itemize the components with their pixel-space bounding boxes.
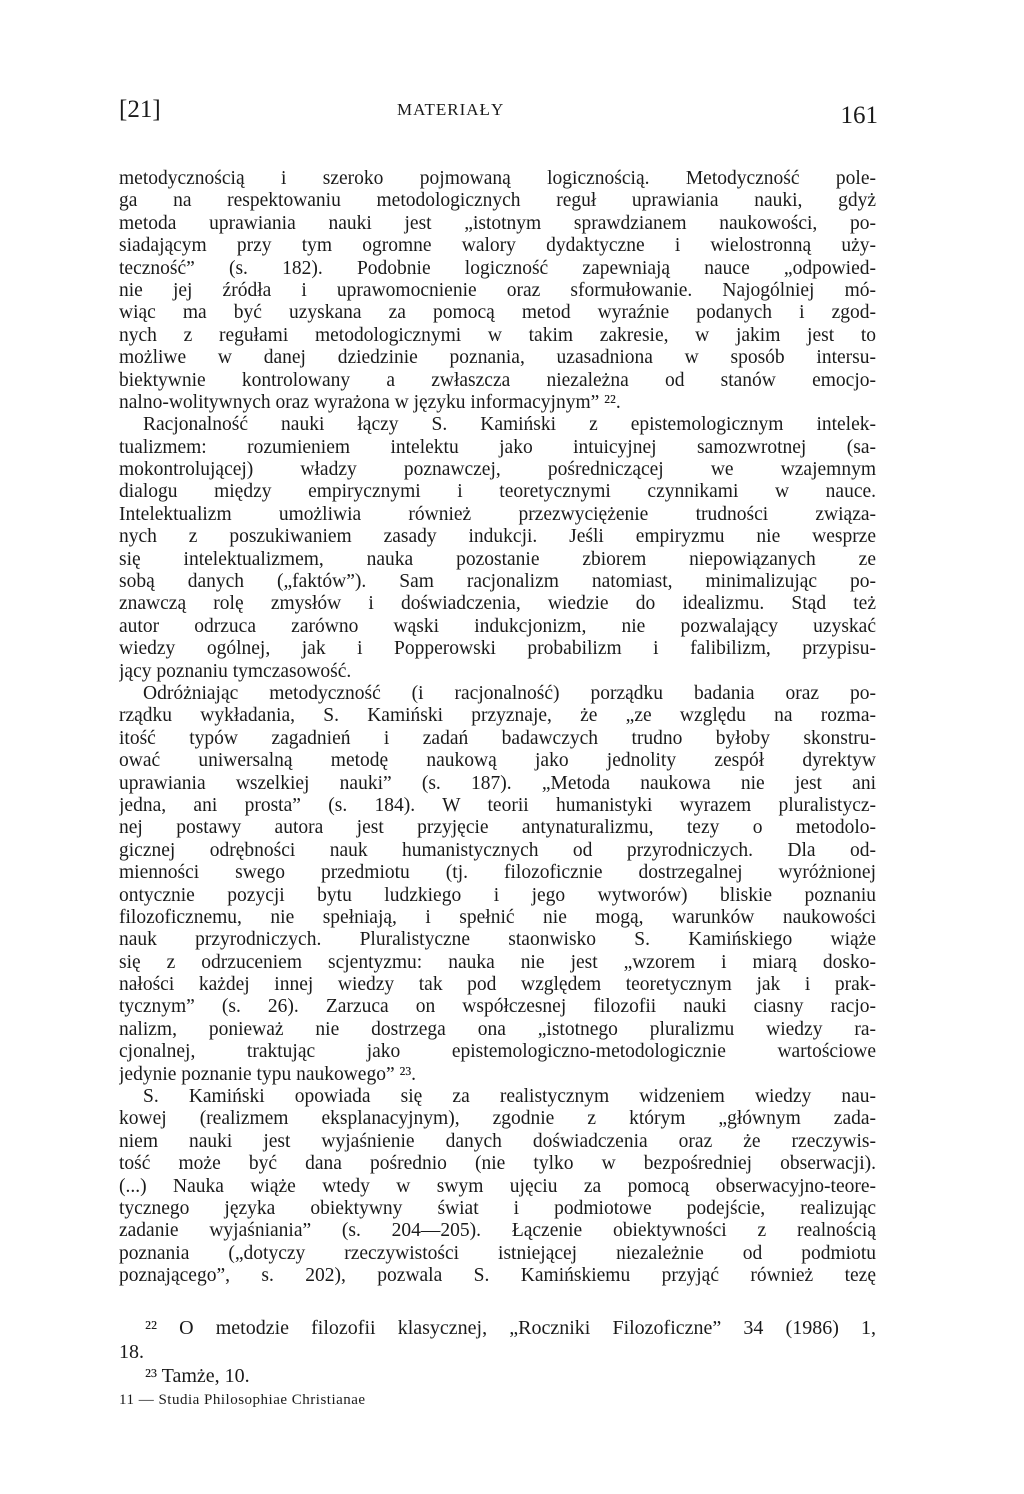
text-line: kowej (realizmem eksplanacyjnym), zgodnie z którym „głównym zada- xyxy=(119,1108,876,1130)
text-line: poznającego”, s. 202), pozwala S. Kamińskiemu przyjąć również tezę xyxy=(119,1265,876,1287)
text-line: teczność” (s. 182). Podobnie logiczność zapewniają nauce „odpowied- xyxy=(119,257,876,279)
text-line: rządku wykładania, S. Kamiński przyznaje, że „ze względu na rozma- xyxy=(119,705,876,727)
text-line: się z odrzuceniem scjentyzmu: nauka nie jest „wzorem i miarą dosko- xyxy=(119,951,876,973)
text-line: ować uniwersalną metodę naukową jako jednolity zespół dyrektyw xyxy=(119,750,876,772)
running-title: MATERIAŁY xyxy=(397,100,505,119)
text-line: metodycznością i szeroko pojmowaną logicznością. Metodyczność pole- xyxy=(119,168,876,189)
text-line: się intelektualizmem, nauka pozostanie zbiorem niepowiązanych ze xyxy=(119,548,876,570)
text-line: siadającym przy tym ogromne walory dydaktyczne i wielostronną uży- xyxy=(119,235,876,257)
text-line: itość typów zagadnień i zadań badawczych trudno byłoby skonstru- xyxy=(119,727,876,749)
text-line: nych z regułami metodologicznymi w takim zakresie, w jakim jest to xyxy=(119,324,876,346)
text-line: ga na respektowaniu metodologicznych reguł uprawiania nauki, gdyż xyxy=(119,190,876,212)
body-text xyxy=(119,168,876,1288)
footnotes xyxy=(119,1316,876,1388)
text-line: sobą danych („faktów”). Sam racjonalizm natomiast, minimalizując po- xyxy=(119,571,876,593)
text-line: znawczą rolę zmysłów i doświadczenia, wiedzie do idealizmu. Stąd też xyxy=(119,593,876,615)
text-line: S. Kamiński opowiada się za realistycznym widzeniem wiedzy nau- xyxy=(143,1086,876,1108)
footnote-23: ²³ Tamże, 10. xyxy=(145,1365,250,1387)
text-line: Odróżniając metodyczność (i racjonalność) porządku badania oraz po- xyxy=(143,682,876,704)
text-line: ontycznie pozycji bytu ludzkiego i jego wytworów) bliskie poznaniu xyxy=(119,884,876,906)
text-line: jedynie poznanie typu naukowego” ²³. xyxy=(119,1063,417,1085)
text-line: tość może być dana pośrednio (nie tylko w bezpośredniej obserwacji). xyxy=(119,1153,876,1175)
text-line: nych z poszukiwaniem zasady indukcji. Jeśli empiryzmu nie wesprze xyxy=(119,526,876,548)
text-line: uprawiania wszelkiej nauki” (s. 187). „Metoda naukowa nie jest ani xyxy=(119,772,876,794)
text-line: autor odrzuca zarówno wąski indukcjonizm, nie pozwalający uzyskać xyxy=(119,615,876,637)
text-line: Intelektualizm umożliwia również przezwyciężenie trudności związa- xyxy=(119,503,876,525)
text-line: wiedzy ogólnej, jak i Popperowski probabilizm i falibilizm, przypisu- xyxy=(119,638,876,660)
text-line: dialogu między empirycznymi i teoretycznymi czynnikami w nauce. xyxy=(119,481,876,503)
text-line: nie jej źródła i uprawomocnienie oraz sformułowanie. Najogólniej mó- xyxy=(119,279,876,301)
text-line: gicznej odrębności nauk humanistycznych od przyrodniczych. Dla od- xyxy=(119,839,876,861)
text-line: zadanie wyjaśniania” (s. 204—205). Łączenie obiektywności z realnością xyxy=(119,1220,876,1242)
printer-signature: 11 — Studia Philosophiae Christianae xyxy=(119,1392,366,1408)
text-line: mokontrolującej) władzy poznawczej, pośredniczącej we wzajemnym xyxy=(119,459,876,481)
text-line: niem nauki jest wyjaśnienie danych doświadczenia oraz że rzeczywis- xyxy=(119,1130,876,1152)
text-line: Racjonalność nauki łączy S. Kamiński z epistemologicznym intelek- xyxy=(143,414,876,436)
running-header xyxy=(119,96,878,136)
text-line: biektywnie kontrolowany a zwłaszcza niezależna od stanów emocjo- xyxy=(119,369,876,391)
text-line: tycznego języka obiektywny świat i podmiotowe podejście, realizując xyxy=(119,1197,876,1219)
text-line: poznania („dotyczy rzeczywistości istniejącej niezależnie od podmiotu xyxy=(119,1242,876,1264)
text-line: nałości każdej innej wiedzy tak pod względem teoretycznym jak i prak- xyxy=(119,974,876,996)
text-line: wiąc ma być uzyskana za pomocą metod wyraźnie podanych i zgod- xyxy=(119,302,876,324)
text-line: tualizmem: rozumieniem intelektu jako intuicyjnej samozwrotnej (sa- xyxy=(119,436,876,458)
text-line: cjonalnej, traktując jako epistemologiczno-metodologicznie wartościowe xyxy=(119,1041,876,1063)
footnote-22-continued: 18. xyxy=(119,1341,144,1363)
footnote-22: ²² O metodzie filozofii klasycznej, „Roczniki Filozoficzne” 34 (1986) 1, xyxy=(145,1317,876,1339)
text-line: filozoficznemu, nie spełniają, i spełnić nie mogą, warunków naukowości xyxy=(119,906,876,928)
text-line: metoda uprawiania nauki jest „istotnym sprawdzianem naukowości, po- xyxy=(119,212,876,234)
text-line: jedna, ani prosta” (s. 184). W teorii humanistyki wyrazem pluralistycz- xyxy=(119,794,876,816)
text-line: nauk przyrodniczych. Pluralistyczne staonwisko S. Kamińskiego wiąże xyxy=(119,929,876,951)
text-line: możliwe w danej dziedzinie poznania, uzasadniona w sposób intersu- xyxy=(119,347,876,369)
text-line: tycznym” (s. 26). Zarzuca on współczesnej filozofii nauki ciasny racjo- xyxy=(119,996,876,1018)
page-number: 161 xyxy=(840,102,878,129)
text-line: nalno-wolitywnych oraz wyrażona w języku informacyjnym” ²². xyxy=(119,391,621,413)
text-line: (...) Nauka wiąże wtedy w swym ujęciu za pomocą obserwacyjno-teore- xyxy=(119,1175,876,1197)
section-number: [21] xyxy=(119,96,161,123)
text-line: mienności swego przedmiotu (tj. filozoficznie dostrzegalnej wyróżnionej xyxy=(119,862,876,884)
text-line: nej postawy autora jest przyjęcie antynaturalizmu, tezy o metodolo- xyxy=(119,817,876,839)
text-line: nalizm, ponieważ nie dostrzega ona „istotnego pluralizmu wiedzy ra- xyxy=(119,1018,876,1040)
text-line: jący poznaniu tymczasowość. xyxy=(119,660,352,682)
